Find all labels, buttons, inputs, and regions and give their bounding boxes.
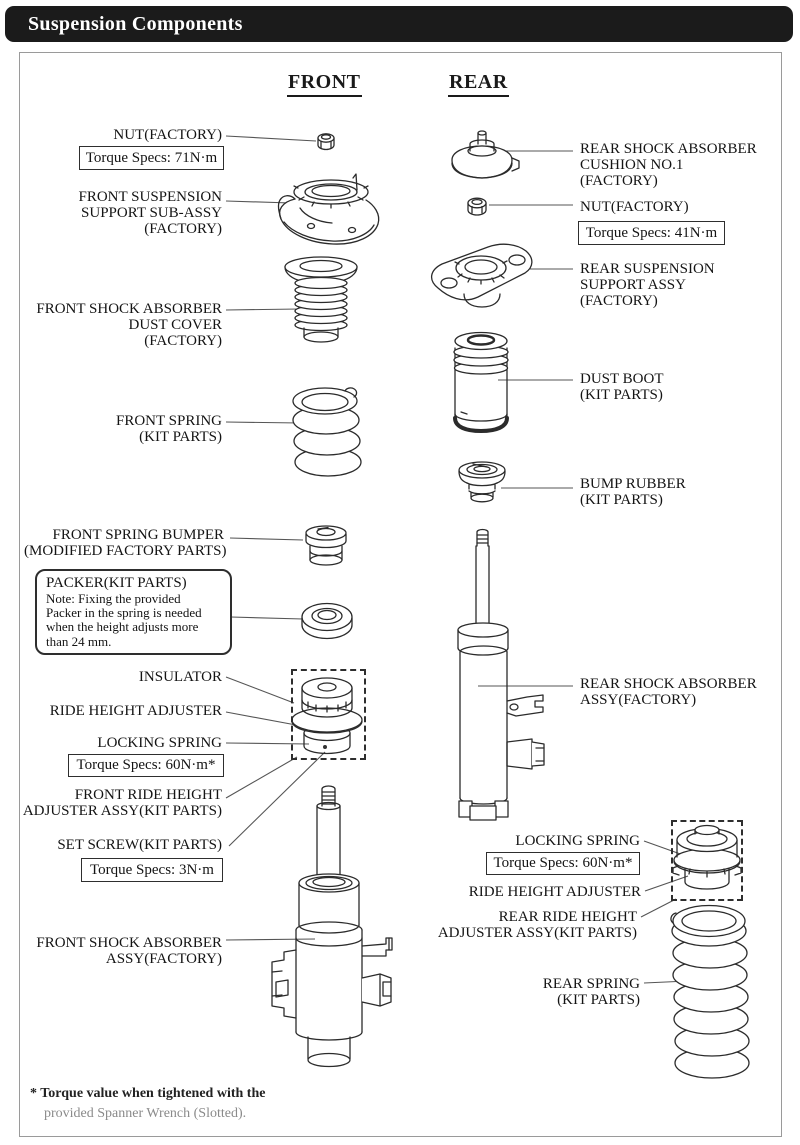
front-dust-cover-illustration [285,257,357,342]
packer-note-line: when the height adjusts more [46,619,199,635]
rear-shock-absorber-illustration [458,530,544,821]
packer-note-box [35,569,232,655]
front-locking-spring-label: LOCKING SPRING [97,735,222,751]
rear-support-illustration [432,244,532,307]
front-adjuster-dashed-box [291,669,366,760]
front-locking-torque-box: Torque Specs: 60N·m* [68,754,224,777]
rear-ride-height-adjuster-label: RIDE HEIGHT ADJUSTER [468,884,641,900]
set-screw-torque-box: Torque Specs: 3N·m [81,858,223,882]
rear-nut-torque-box: Torque Specs: 41N·m [578,221,725,245]
front-support-label: FRONT SUSPENSION SUPPORT SUB-ASSY (FACTORY) [78,189,222,237]
front-nut-torque-box: Torque Specs: 71N·m [79,146,224,170]
rear-rha-assy-label: REAR RIDE HEIGHT ADJUSTER ASSY(KIT PARTS) [437,909,637,941]
section-header-bar [5,6,793,42]
set-screw-label: SET SCREW(KIT PARTS) [57,837,222,853]
front-shock-assy-label: FRONT SHOCK ABSORBER ASSY(FACTORY) [36,935,222,967]
front-dust-cover-label: FRONT SHOCK ABSORBER DUST COVER (FACTORY) [36,301,222,349]
rear-locking-torque-box: Torque Specs: 60N·m* [486,852,640,875]
front-spring-illustration [293,388,361,476]
dust-boot-illustration [454,333,508,432]
front-column-heading: FRONT [287,71,362,97]
front-rha-assy-label: FRONT RIDE HEIGHT ADJUSTER ASSY(KIT PARTS) [22,787,222,819]
rear-cushion-illustration [452,131,519,178]
front-spring-bumper-label: FRONT SPRING BUMPER (MODIFIED FACTORY PARTS) [24,527,227,559]
rear-locking-spring-label: LOCKING SPRING [515,833,640,849]
rear-shock-assy-label: REAR SHOCK ABSORBER ASSY(FACTORY) [580,676,757,708]
rear-spring-illustration [671,906,749,1079]
footnote-line1: * Torque value when tightened with the [30,1086,266,1101]
rear-spring-label: REAR SPRING (KIT PARTS) [542,976,640,1008]
front-support-illustration [278,174,378,244]
rear-nut-label: NUT(FACTORY) [580,199,689,215]
rear-support-label: REAR SUSPENSION SUPPORT ASSY (FACTORY) [580,261,715,309]
front-shock-absorber-illustration [272,786,392,1067]
rear-cushion-label: REAR SHOCK ABSORBER CUSHION NO.1 (FACTORY) [580,141,757,189]
page-title: Suspension Components [28,12,243,35]
bump-rubber-illustration [459,462,505,502]
dust-boot-label: DUST BOOT (KIT PARTS) [580,371,664,403]
front-spring-bumper-illustration [306,526,346,565]
front-nut-label: NUT(FACTORY) [113,127,222,143]
bump-rubber-label: BUMP RUBBER (KIT PARTS) [580,476,686,508]
rear-adjuster-dashed-box [671,820,743,901]
packer-note-line: Note: Fixing the provided [46,591,181,606]
front-nut-icon [318,134,334,150]
packer-note-line: Packer in the spring is needed [46,605,202,621]
front-spring-label: FRONT SPRING (KIT PARTS) [115,413,222,445]
packer-note-line: than 24 mm. [46,633,112,649]
rear-column-heading: REAR [448,71,509,97]
insulator-label: INSULATOR [138,669,222,685]
packer-title: PACKER(KIT PARTS) [46,575,187,591]
rear-nut-icon [468,198,486,215]
footnote-line2: provided Spanner Wrench (Slotted). [44,1106,247,1121]
front-ride-height-adjuster-label: RIDE HEIGHT ADJUSTER [49,703,222,719]
packer-illustration [302,604,352,639]
